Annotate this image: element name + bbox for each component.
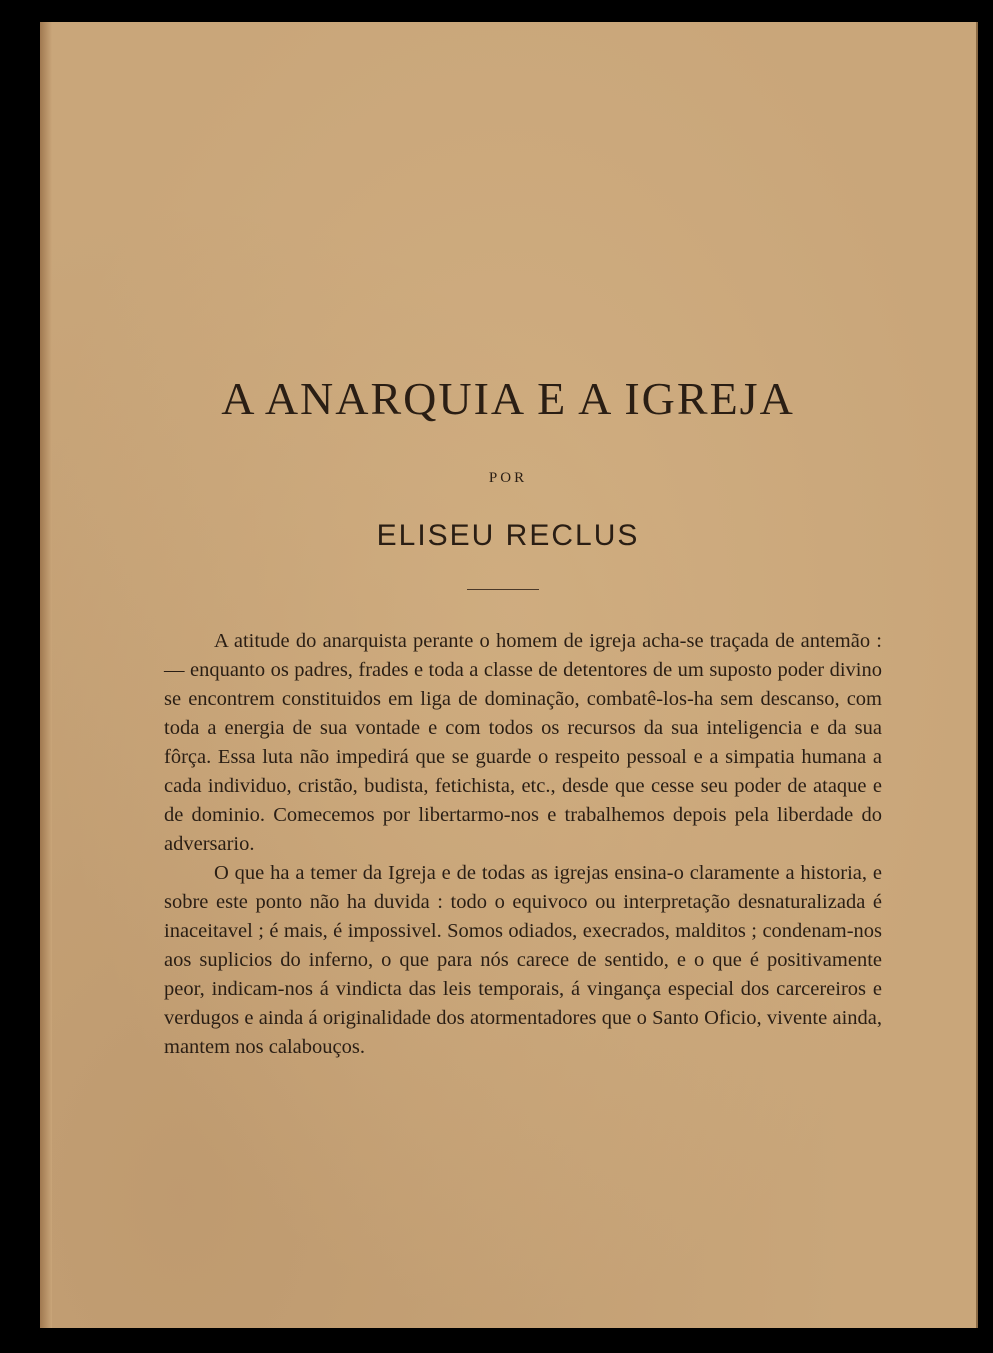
author-name: ELISEU RECLUS	[376, 519, 640, 552]
paragraph-2: O que ha a temer da Igreja e de todas as igrejas ensina-o claramente a historia, e sobre este ponto não ha duvida : todo o equivoco ou interpretação desnaturalizada é inaceitavel ; é mais, é impossivel. Somos odiados, execrados, malditos ; condenam-nos aos suplicios do inferno, o que para nós carece de sentido, e o que é positivamente peor, indicam-nos á vindicta das leis temporais, á vingança especial dos carcereiros e verdugos e ainda á originalidade dos atormentadores que o Santo Oficio, vivente ainda, mantem nos calabouços.	[164, 862, 882, 1058]
document-title: A ANARQUIA E A IGREJA	[221, 373, 795, 424]
paragraph-1: A atitude do anarquista perante o homem de igreja acha-se traçada de antemão : — enquanto os padres, frades e toda a classe de detentores de um suposto poder divino se encontrem constituidos em liga de dominação, combatê-los-ha sem descanso, com toda a energia de sua vontade e com todos os recursos da sua inteligencia e da sua fôrça. Essa luta não impedirá que se guarde o respeito pessoal e a simpatia humana a cada individuo, cristão, budista, fetichista, etc., desde que cesse seu poder de ataque e de dominio. Comecemos por libertarmo-nos e trabalhemos depois pela liberdade do adversario.	[164, 630, 882, 855]
title-divider	[467, 589, 539, 590]
page-binding-edge	[40, 22, 52, 1328]
body-text	[164, 627, 882, 1062]
document-page	[40, 22, 978, 1328]
byline-label: POR	[488, 470, 528, 486]
